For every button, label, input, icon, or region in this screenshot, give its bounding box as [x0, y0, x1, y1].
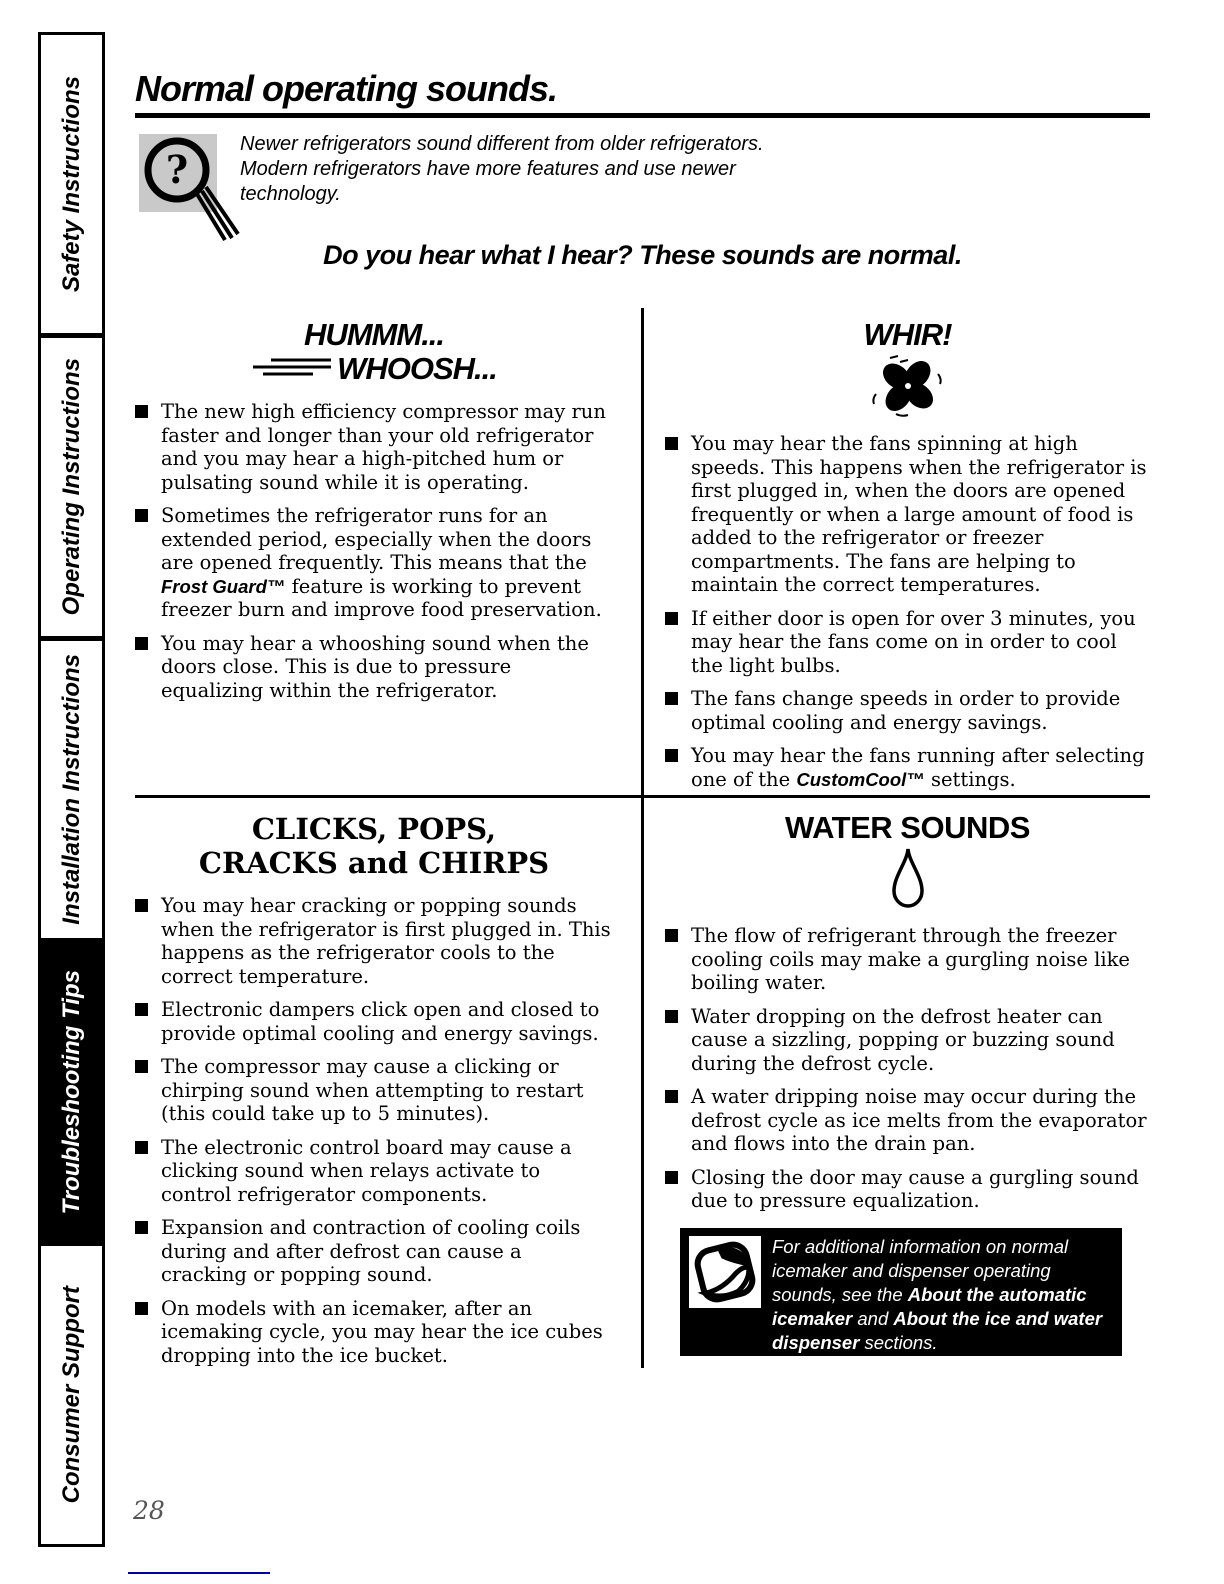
bullet-item: [665, 1166, 1150, 1213]
bullet-square-icon: [665, 437, 678, 450]
hum-heading-line1: HUMMM...: [303, 317, 445, 352]
bullet-square-icon: [665, 692, 678, 705]
intro-text: Newer refrigerators sound different from older refrigerators. Modern refrigerators have more features and use newer technology.: [240, 133, 764, 205]
section-whir: [665, 318, 1150, 801]
bullet-text: You may hear a whooshing sound when the doors close. This is due to pressure equalizing within the refrigerator.: [161, 631, 589, 702]
bullet-text: The compressor may cause a clicking or chirping sound when attempting to restart (this could take up to 5 minutes).: [161, 1055, 584, 1125]
bullet-item: [665, 687, 1150, 734]
bullet-square-icon: [665, 1010, 678, 1023]
icemaker-note-box: [680, 1228, 1122, 1356]
bullet-square-icon: [665, 929, 678, 942]
title-rule: [135, 113, 1150, 118]
hum-heading-line2: WHOOSH...: [337, 351, 497, 386]
bullet-item: [135, 1136, 613, 1207]
brand-name: About the automatic icemaker: [772, 1284, 1087, 1329]
speed-lines-icon: [251, 356, 333, 382]
bullet-text: Electronic dampers click open and closed to provide optimal cooling and energy savings.: [161, 998, 600, 1045]
bullet-text: The flow of refrigerant through the freezer cooling coils may make a gurgling noise like boiling water.: [691, 924, 1130, 994]
sidebar-item-consumer-support[interactable]: [38, 1243, 105, 1547]
bullet-square-icon: [135, 637, 148, 650]
clicks-bullet-list: [135, 894, 613, 1367]
section-hum-whoosh: [135, 318, 613, 712]
bullet-item: [135, 998, 613, 1045]
bullet-item: [135, 504, 613, 622]
sidebar-item-installation-instructions[interactable]: [38, 638, 105, 942]
bullet-item: [135, 1216, 613, 1287]
column-divider: [641, 308, 644, 1368]
clicks-heading-line1: CLICKS, POPS,: [251, 812, 497, 846]
sidebar-item-operating-instructions[interactable]: [38, 335, 105, 639]
water-drop-icon: [665, 846, 1150, 910]
bullet-text: You may hear the fans spinning at high speeds. This happens when the refrigerator is first plugged in, when the doors are opened frequently or when a large amount of food is added to the refrigerator or freezer compartments. The fans are helping to maintain the correct temperatures.: [691, 432, 1147, 596]
bullet-square-icon: [665, 612, 678, 625]
brand-name: Frost Guard™: [161, 575, 286, 597]
bullet-item: [135, 1055, 613, 1126]
water-heading: WATER SOUNDS: [785, 810, 1030, 845]
page-number: 28: [133, 1496, 165, 1525]
bullet-square-icon: [665, 1171, 678, 1184]
bullet-text: A water dripping noise may occur during the defrost cycle as ice melts from the evaporator and flows into the drain pan.: [691, 1085, 1147, 1155]
footer-blue-line: [128, 1572, 270, 1574]
bullet-square-icon: [135, 1060, 148, 1073]
bullet-text: The fans change speeds in order to provide optimal cooling and energy savings.: [691, 687, 1121, 734]
bullet-item: [665, 924, 1150, 995]
page-body: [135, 0, 1150, 1584]
brand-name: CustomCool™: [796, 768, 925, 790]
bullet-square-icon: [135, 899, 148, 912]
bullet-item: [135, 894, 613, 988]
bullet-text: The new high efficiency compressor may run faster and longer than your old refrigerator and you may hear a high-pitched hum or pulsating sound while it is operating.: [161, 400, 606, 494]
bullet-square-icon: [135, 1221, 148, 1234]
bullet-item: [665, 607, 1150, 678]
bullet-text: You may hear the fans running after selecting one of the CustomCool™ settings.: [691, 744, 1145, 791]
svg-text:?: ?: [165, 147, 189, 192]
water-bullet-list: [665, 924, 1150, 1213]
tagline-heading: Do you hear what I hear? These sounds are normal.: [323, 240, 962, 270]
whir-heading: WHIR!: [863, 317, 952, 352]
bullet-text: Water dropping on the defrost heater can cause a sizzling, popping or buzzing sound during the defrost cycle.: [691, 1004, 1115, 1075]
bullet-square-icon: [135, 1141, 148, 1154]
hum-bullet-list: [135, 400, 613, 702]
bullet-text: If either door is open for over 3 minutes, you may hear the fans come on in order to cool the light bulbs.: [691, 606, 1136, 677]
bullet-item: [135, 1297, 613, 1368]
bullet-text: Sometimes the refrigerator runs for an extended period, especially when the doors are opened frequently. This means that the Frost Guard™ feature is working to prevent freezer burn and improve food preservation.: [161, 504, 602, 621]
fan-icon: [665, 352, 1150, 418]
bullet-text: Closing the door may cause a gurgling sound due to pressure equalization.: [691, 1165, 1139, 1212]
section-water-sounds: [665, 810, 1150, 1223]
bullet-text: You may hear cracking or popping sounds when the refrigerator is first plugged in. This happens as the refrigerator cools to the correct temperature.: [161, 894, 611, 988]
bullet-square-icon: [665, 1090, 678, 1103]
sidebar-item-troubleshooting-tips[interactable]: [38, 940, 105, 1244]
magnifier-question-icon: [137, 132, 247, 257]
section-clicks-pops: [135, 812, 613, 1377]
bullet-item: [665, 744, 1150, 791]
bullet-square-icon: [135, 1302, 148, 1315]
bullet-item: [665, 1085, 1150, 1156]
sidebar-item-label: Installation Instructions: [57, 654, 85, 925]
bullet-square-icon: [665, 749, 678, 762]
bullet-square-icon: [135, 405, 148, 418]
bullet-item: [665, 432, 1150, 597]
whir-bullet-list: [665, 432, 1150, 791]
sidebar-item-safety-instructions[interactable]: [38, 32, 105, 336]
bullet-item: [135, 632, 613, 703]
bullet-item: [665, 1005, 1150, 1076]
bullet-square-icon: [135, 509, 148, 522]
sidebar-item-label: Operating Instructions: [57, 358, 85, 616]
sidebar-item-label: Safety Instructions: [57, 75, 85, 292]
page-title: Normal operating sounds.: [135, 68, 558, 109]
clicks-heading-line2: CRACKS and CHIRPS: [198, 846, 550, 880]
brand-name: About the ice and water dispenser: [772, 1308, 1103, 1353]
ice-cube-icon: [689, 1236, 761, 1308]
bullet-text: On models with an icemaker, after an icemaking cycle, you may hear the ice cubes dropping into the ice bucket.: [161, 1296, 603, 1367]
section-tabs-sidebar: [38, 32, 105, 1547]
sidebar-item-label: Consumer Support: [57, 1286, 85, 1504]
bullet-text: Expansion and contraction of cooling coils during and after defrost can cause a cracking or popping sound.: [161, 1216, 581, 1286]
bullet-square-icon: [135, 1003, 148, 1016]
sidebar-item-label: Troubleshooting Tips: [57, 970, 85, 1215]
bullet-text: The electronic control board may cause a clicking sound when relays activate to control refrigerator components.: [161, 1135, 572, 1206]
bullet-item: [135, 400, 613, 494]
note-text: For additional information on normal icemaker and dispenser operating sounds, see the About the automatic icemaker and About the ice and water dispenser sections.: [772, 1236, 1103, 1353]
